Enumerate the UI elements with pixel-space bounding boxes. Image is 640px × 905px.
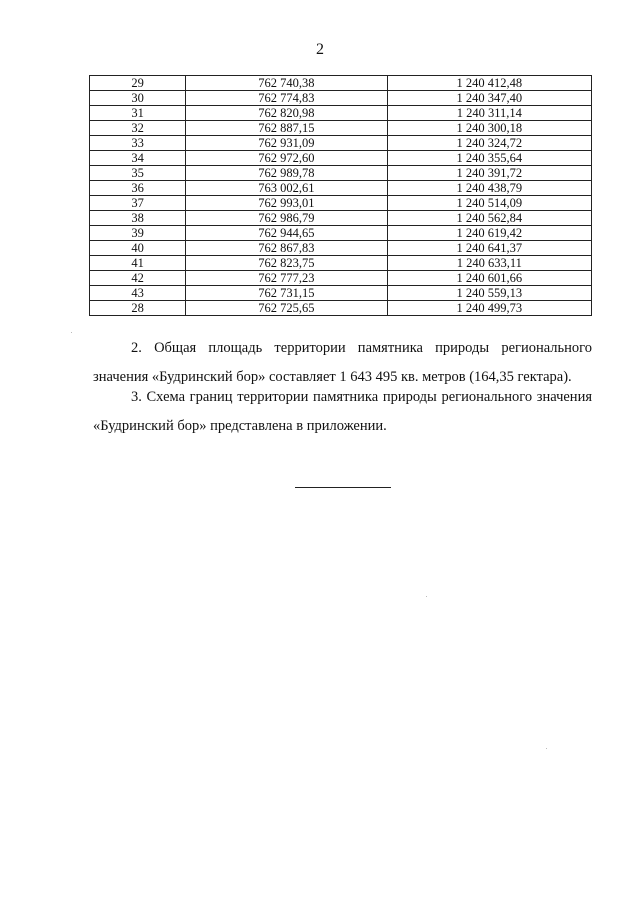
- y-coordinate-cell: 1 240 300,18: [387, 121, 591, 136]
- point-number-cell: 31: [90, 106, 186, 121]
- scan-speck: [546, 748, 547, 749]
- point-number-cell: 32: [90, 121, 186, 136]
- x-coordinate-cell: 762 725,65: [186, 301, 387, 316]
- point-number-cell: 38: [90, 211, 186, 226]
- page-number: 2: [316, 41, 324, 58]
- scan-speck: [71, 332, 72, 333]
- table-row: [90, 181, 592, 196]
- y-coordinate-cell: 1 240 391,72: [387, 166, 591, 181]
- point-number-cell: 36: [90, 181, 186, 196]
- table-row: [90, 76, 592, 91]
- table-row: [90, 226, 592, 241]
- x-coordinate-cell: 762 989,78: [186, 166, 387, 181]
- x-coordinate-cell: 762 820,98: [186, 106, 387, 121]
- y-coordinate-cell: 1 240 562,84: [387, 211, 591, 226]
- y-coordinate-cell: 1 240 514,09: [387, 196, 591, 211]
- point-number-cell: 39: [90, 226, 186, 241]
- point-number-cell: 34: [90, 151, 186, 166]
- scan-speck: [426, 596, 427, 597]
- closing-separator-line: [295, 487, 391, 488]
- y-coordinate-cell: 1 240 438,79: [387, 181, 591, 196]
- table-row: [90, 166, 592, 181]
- x-coordinate-cell: 762 823,75: [186, 256, 387, 271]
- x-coordinate-cell: 762 931,09: [186, 136, 387, 151]
- x-coordinate-cell: 762 740,38: [186, 76, 387, 91]
- point-number-cell: 40: [90, 241, 186, 256]
- table-row: [90, 121, 592, 136]
- y-coordinate-cell: 1 240 324,72: [387, 136, 591, 151]
- table-row: [90, 91, 592, 106]
- table-row: [90, 211, 592, 226]
- x-coordinate-cell: 763 002,61: [186, 181, 387, 196]
- paragraph-total-area: 2. Общая площадь территории памятника природы регионального значения «Будринский бор» составляет 1 643 495 кв. метров (164,35 гектара).: [93, 340, 592, 385]
- point-number-cell: 37: [90, 196, 186, 211]
- table-row: [90, 271, 592, 286]
- point-number-cell: 42: [90, 271, 186, 286]
- point-number-cell: 35: [90, 166, 186, 181]
- point-number-cell: 28: [90, 301, 186, 316]
- y-coordinate-cell: 1 240 412,48: [387, 76, 591, 91]
- table-row: [90, 106, 592, 121]
- y-coordinate-cell: 1 240 633,11: [387, 256, 591, 271]
- x-coordinate-cell: 762 986,79: [186, 211, 387, 226]
- table-row: [90, 301, 592, 316]
- table-row: [90, 151, 592, 166]
- y-coordinate-cell: 1 240 601,66: [387, 271, 591, 286]
- x-coordinate-cell: 762 993,01: [186, 196, 387, 211]
- x-coordinate-cell: 762 777,23: [186, 271, 387, 286]
- y-coordinate-cell: 1 240 559,13: [387, 286, 591, 301]
- coordinates-table-body: [90, 76, 592, 316]
- point-number-cell: 29: [90, 76, 186, 91]
- table-row: [90, 286, 592, 301]
- x-coordinate-cell: 762 731,15: [186, 286, 387, 301]
- table-row: [90, 256, 592, 271]
- x-coordinate-cell: 762 887,15: [186, 121, 387, 136]
- point-number-cell: 33: [90, 136, 186, 151]
- x-coordinate-cell: 762 774,83: [186, 91, 387, 106]
- y-coordinate-cell: 1 240 499,73: [387, 301, 591, 316]
- paragraph-boundary-scheme: 3. Схема границ территории памятника природы регионального значения «Будринский бор» представлена в приложении.: [93, 389, 592, 434]
- y-coordinate-cell: 1 240 311,14: [387, 106, 591, 121]
- table-row: [90, 241, 592, 256]
- table-row: [90, 136, 592, 151]
- table-row: [90, 196, 592, 211]
- y-coordinate-cell: 1 240 347,40: [387, 91, 591, 106]
- y-coordinate-cell: 1 240 355,64: [387, 151, 591, 166]
- x-coordinate-cell: 762 944,65: [186, 226, 387, 241]
- point-number-cell: 30: [90, 91, 186, 106]
- coordinates-table: [89, 75, 592, 316]
- x-coordinate-cell: 762 867,83: [186, 241, 387, 256]
- y-coordinate-cell: 1 240 641,37: [387, 241, 591, 256]
- point-number-cell: 43: [90, 286, 186, 301]
- x-coordinate-cell: 762 972,60: [186, 151, 387, 166]
- y-coordinate-cell: 1 240 619,42: [387, 226, 591, 241]
- point-number-cell: 41: [90, 256, 186, 271]
